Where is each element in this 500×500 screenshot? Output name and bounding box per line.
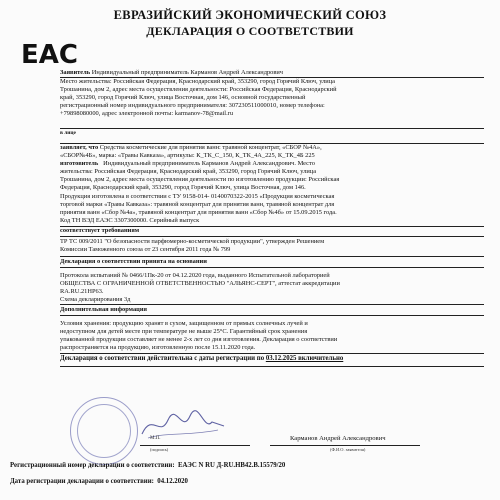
applicant-block [60, 69, 484, 119]
product-line: Средства косметические для принятия ванн: травяной концентрат, «СБОР №4А», [99, 144, 322, 151]
tn-ved-code: Код ТН ВЭД ЕАЭС 3307300000. Серийный выпуск [60, 216, 200, 224]
applicant-label: Заявитель [60, 69, 91, 76]
maker-line: Продукция изготовлена в соответствии с ТУ 9158-014- 0140070322-2015 «Продукция косметическая [60, 192, 335, 200]
name-caption: (Ф.И.О. заявителя) [330, 447, 366, 452]
basis-line: Схема декларирования 3д [60, 296, 131, 304]
eac-logo-icon [20, 38, 78, 70]
applicant-line: +79898080000, адрес электронной почты: karmanov-78@mail.ru [60, 110, 234, 118]
basis-block [60, 272, 484, 304]
stamp-place-label: М.П. [150, 436, 161, 441]
requirements-line: Комиссии Таможенного союза от 23 сентября 2011 года № 799 [60, 246, 231, 254]
maker-line: торговой марки «Травы Кавказа»: травяной концентрат для принятия ванн, травяной концентрат для [60, 200, 335, 208]
additional-line: распространяется на продукцию, изготовленную после 15.11.2020 года. [60, 344, 256, 352]
product-block [60, 144, 484, 225]
maker-line: Трошанина, дом 2, адрес места осуществления деятельности по изготовлению продукции: Российская [60, 176, 340, 184]
product-line: «СБОР№4Б», марка: «Травы Кавказа», артикулы: К_ТК_С_150, К_ТК_4А_225, К_ТК_4Б 225 [60, 152, 315, 160]
applicant-line: край, 353290, город Горячий Ключ, улица Восточная, дом 146, основной государственный [60, 94, 306, 102]
svg-text:EAC: EAC [21, 40, 78, 70]
divider [60, 353, 484, 354]
basis-line: Протокола испытаний № 0466/1Пк-20 от 04.12.2020 года, выданного Испытательной лабораторией [60, 272, 330, 279]
signature-caption: (подпись) [150, 447, 169, 452]
applicant-line: регистрационный номер индивидуального предпринимателя: 307230511000010, номер телефона: [60, 102, 325, 110]
additional-caption: Дополнительная информация [60, 306, 147, 313]
divider [60, 256, 484, 257]
document-title: ДЕКЛАРАЦИЯ О СООТВЕТСТВИИ [146, 24, 354, 38]
requirements-line: ТР ТС 009/2011 "О безопасности парфюмерно-косметической продукции", утвержден Решением [60, 238, 325, 245]
union-title: ЕВРАЗИЙСКИЙ ЭКОНОМИЧЕСКИЙ СОЮЗ [113, 8, 387, 22]
name-line [270, 445, 420, 446]
basis-line: ОБЩЕСТВА С ОГРАНИЧЕННОЙ ОТВЕТСТВЕННОСТЬЮ "АЛЬЯНС-СЕРТ", аттестат аккредитации [60, 280, 340, 288]
divider [60, 304, 484, 305]
additional-line: недоступном для детей месте при температуре не выше 25°С. Гарантийный срок хранения [60, 328, 308, 336]
divider [60, 236, 484, 237]
seal-stamp-inner [77, 404, 131, 458]
basis-caption: Декларация о соответствии принята на основании [60, 258, 207, 265]
maker-line: принятия ванн «Сбор №4а», травяной концентрат для принятия ванн «Сбор №4б» от 15.09.2015 года. [60, 208, 337, 216]
basis-line: RA.RU.21НР63. [60, 288, 104, 296]
in-person-caption: в лице [60, 130, 76, 136]
applicant-line: Место жительства: Российская Федерация, Краснодарский край, 353290, город Горячий Ключ, улица [60, 78, 335, 86]
registration-date: 04.12.2020 [157, 478, 188, 485]
additional-line: Условия хранения: продукцию хранят в сухом, защищенном от прямых солнечных лучей и [60, 320, 308, 327]
applicant-line: Трошанина, дом 2, адрес места осуществления деятельности: Российская Федерация, Краснодарский [60, 86, 337, 94]
signer-name: Карманов Андрей Александрович [290, 435, 386, 442]
signature-line [140, 445, 250, 446]
additional-block [60, 320, 484, 352]
registration-date-row: Дата регистрации декларации о соответствии: 04.12.2020 [10, 478, 188, 485]
registration-number-row: Регистрационный номер декларации о соответствии: ЕАЭС N RU Д-RU.НВ42.В.15579/20 [10, 462, 286, 469]
declares-label: заявляет, что [60, 144, 99, 151]
divider [60, 315, 484, 316]
requirements-label: соответствует требованиям [60, 227, 140, 234]
applicant-name: Индивидуальный предприниматель Карманов Андрей Александрович [91, 69, 284, 76]
maker-label: изготовитель [60, 160, 99, 168]
additional-line: упакованной продукции составляет не менее 2-х лет со дня изготовления. Декларация о соответствии [60, 336, 338, 344]
divider [60, 366, 484, 367]
requirements-block [60, 238, 484, 254]
registration-number: ЕАЭС N RU Д-RU.НВ42.В.15579/20 [178, 462, 286, 469]
maker-line: Федерация, Краснодарский край, 353290, город Горячий Ключ, улица Восточная, дом 146. [60, 184, 306, 192]
maker-line: жительства: Российская Федерация, Краснодарский край, 353290, город Горячий Ключ, улица [60, 168, 317, 176]
maker-line: Индивидуальный предприниматель Карманов Андрей Александрович. Место [103, 160, 315, 168]
validity-line: Декларация о соответствии действительна с даты регистрации по 03.12.2025 включительно [60, 355, 344, 362]
divider [60, 267, 484, 268]
